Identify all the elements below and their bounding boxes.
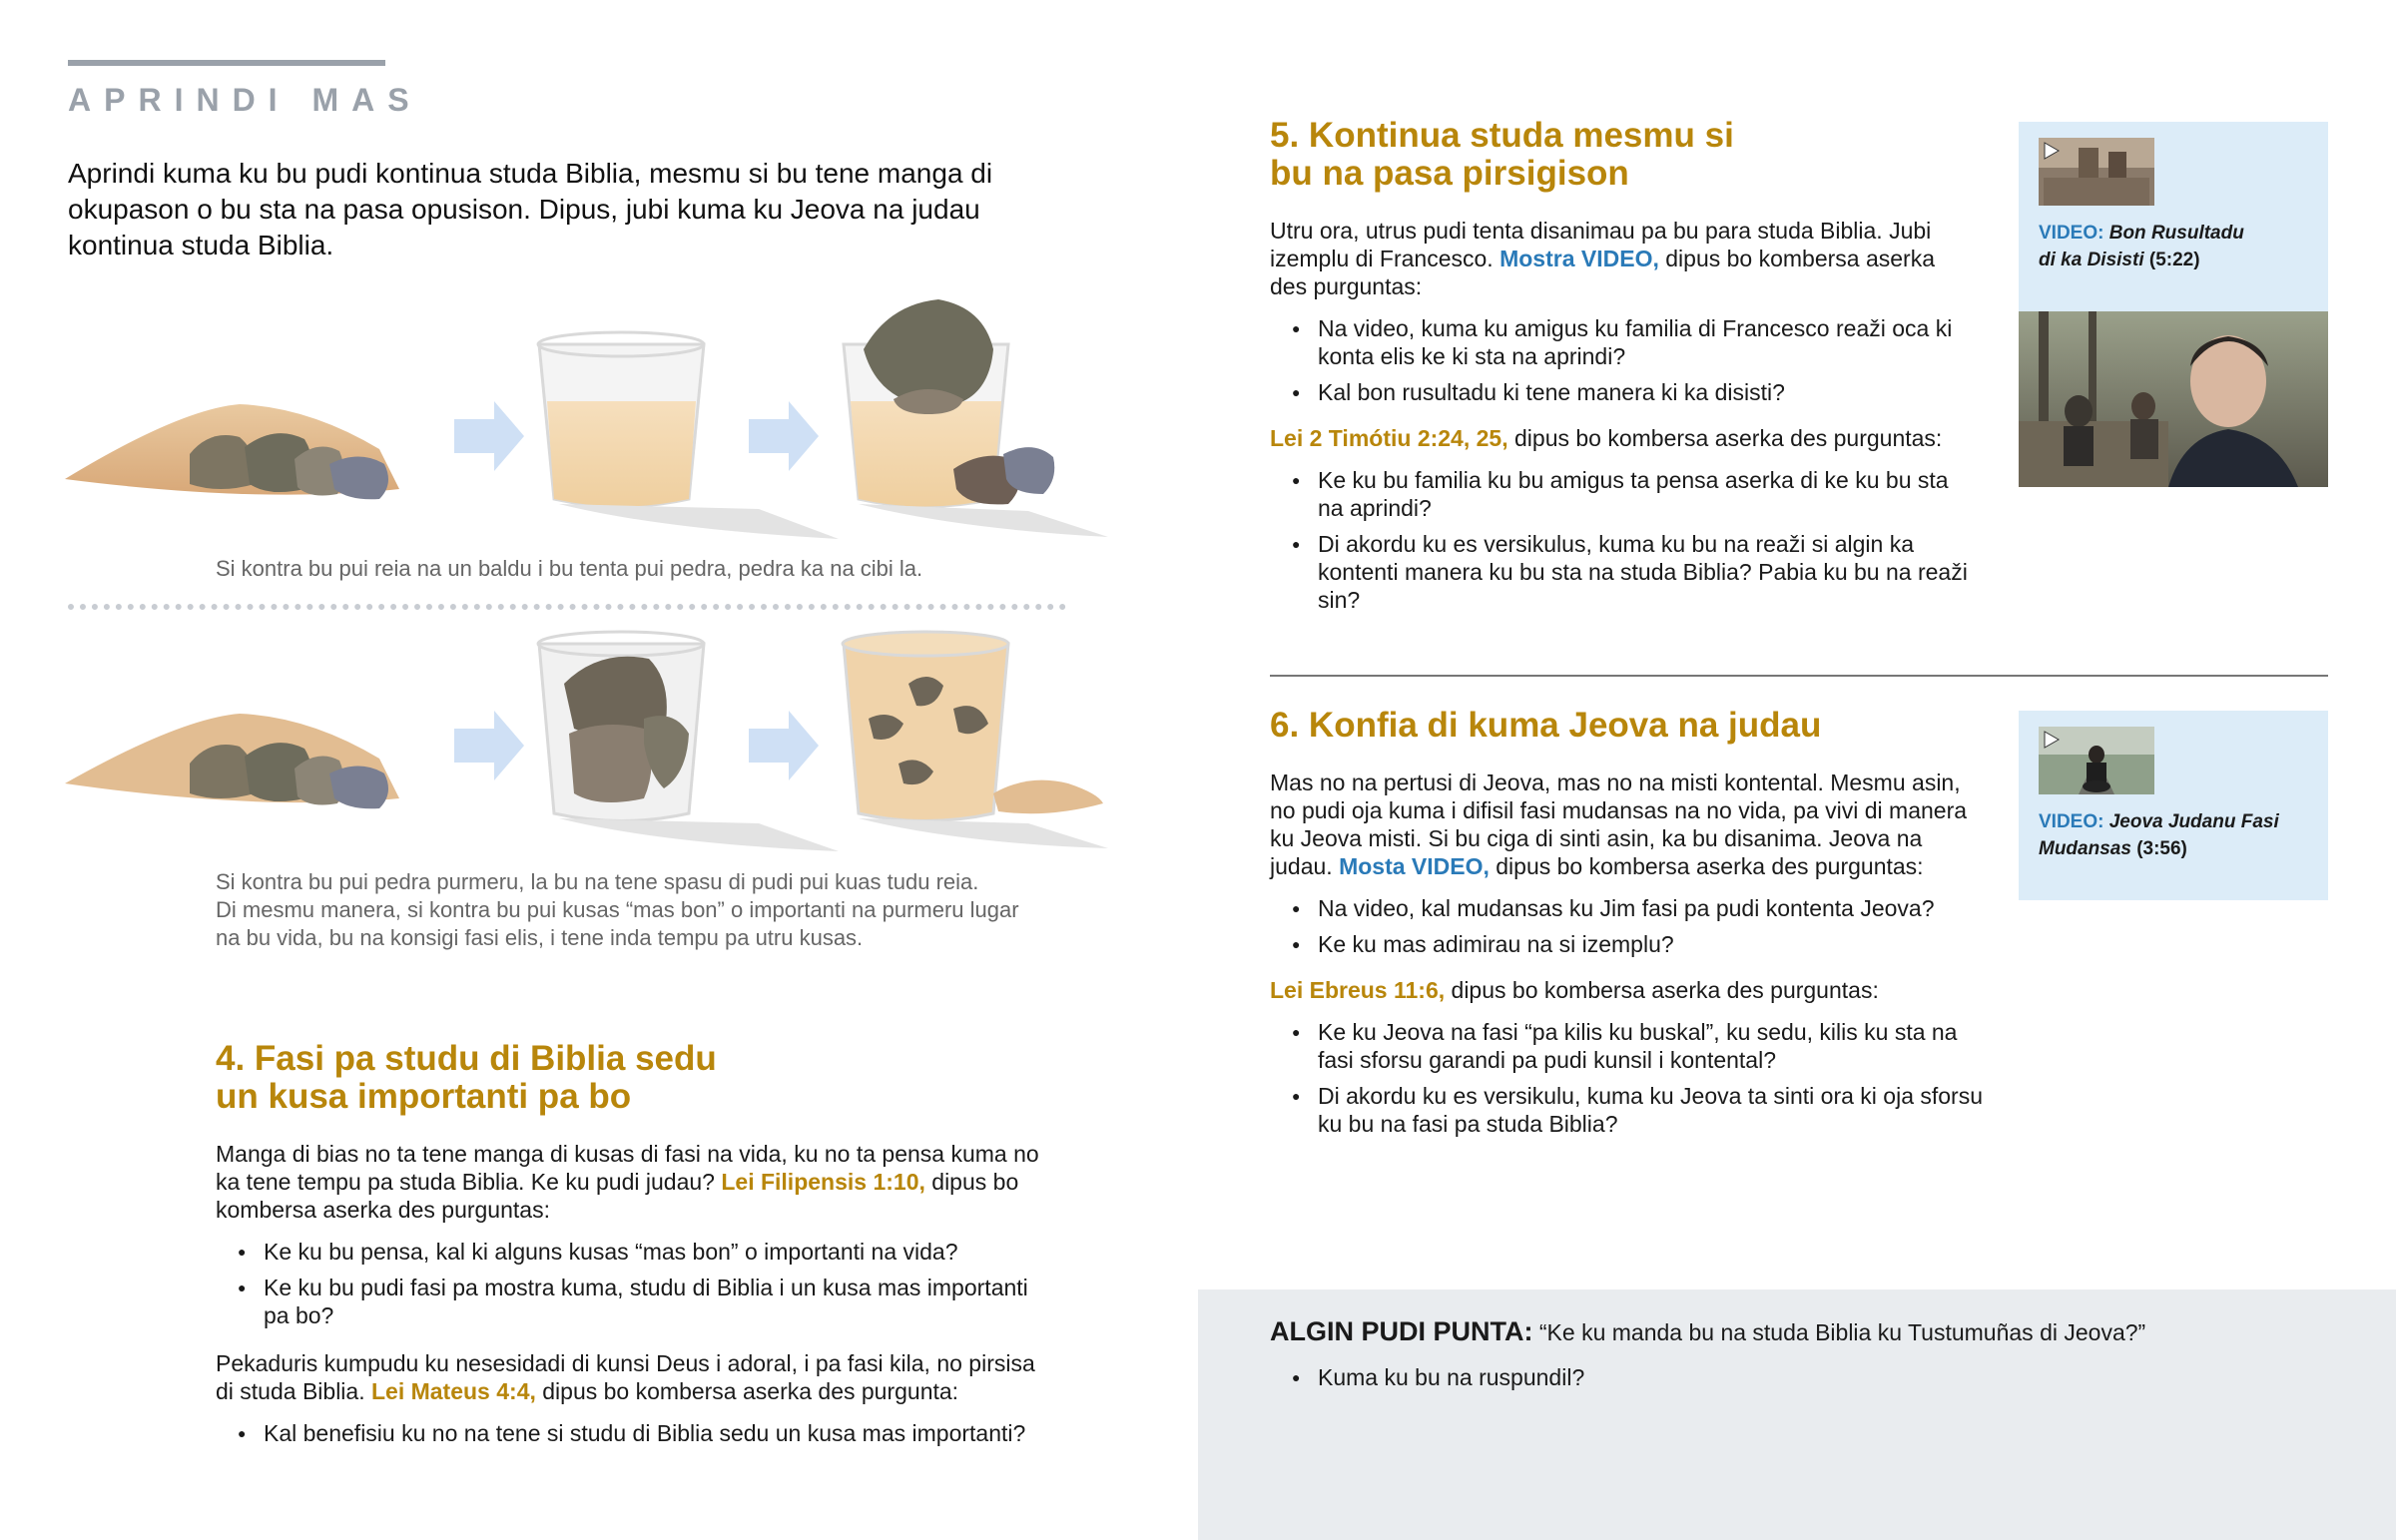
- question-item: ● Kuma ku bu na ruspundil?: [1270, 1363, 2268, 1391]
- illustration-rocks-first: [60, 624, 1108, 853]
- section-6-questions-2: [1270, 1018, 1989, 1138]
- video-prefix: VIDEO:: [2039, 811, 2104, 832]
- question-item: ● Kal benefisiu ku no na tene si studu di Biblia sedu un kusa mas importanti?: [216, 1419, 1054, 1447]
- play-icon[interactable]: [2043, 731, 2061, 749]
- cup-rocks-sand: [843, 632, 1108, 848]
- video-title: Mudansas: [2039, 838, 2131, 859]
- section-5-paragraph-1: [1270, 217, 1969, 300]
- text-run: dipus bo kombersa aserka des purguntas:: [216, 1169, 1019, 1223]
- section-4-questions-2: [216, 1419, 1054, 1447]
- text-run: dipus bo kombersa aserka des purgunta:: [542, 1378, 959, 1404]
- question-item: ● Di akordu ku es versikulu, kuma ku Jeova ta sinti ora ki oja sforsu ku bu na fasi pa studa Biblia?: [1270, 1082, 1989, 1138]
- caption-top: Si kontra bu pui reia na un baldu i bu tenta pui pedra, pedra ka na cibi la.: [216, 556, 923, 581]
- section-4-paragraph-1: [216, 1140, 1054, 1224]
- kicker-title: APRINDI MAS: [68, 82, 422, 118]
- section-6-paragraph-1: [1270, 769, 1989, 880]
- section-5-paragraph-2: [1270, 424, 1969, 452]
- cup-sand-rocks-overflow: [844, 299, 1108, 537]
- question-item: ● Ke ku Jeova na fasi “pa kilis ku buskal”, ku sedu, kilis ku sta na fasi sforsu garandi pa pudi kunsil i kontental?: [1270, 1018, 1989, 1074]
- caption-bottom-line: Di mesmu manera, si kontra bu pui kusas “mas bon” o importanti na purmeru lugar: [216, 897, 1019, 922]
- someone-may-ask-question: [1270, 1317, 2368, 1346]
- panel-question: “Ke ku manda bu na studa Biblia ku Tustumuñas di Jeova?”: [1538, 1319, 2146, 1345]
- section-5-title: [1270, 117, 1969, 193]
- dotted-divider: [68, 604, 1066, 610]
- section-5: [1270, 117, 1969, 622]
- arrow-right-icon: [454, 401, 524, 471]
- arrow-right-icon: [749, 711, 819, 780]
- question-item: ● Kal bon rusultadu ki tene manera ki ka disisti?: [1270, 378, 1969, 406]
- video-title: Bon Rusultadu: [2108, 223, 2244, 244]
- section-5-title-line: 5. Kontinua studa mesmu si: [1270, 116, 1734, 155]
- scripture-reference[interactable]: Lei 2 Timótiu 2:24, 25,: [1270, 425, 1508, 451]
- video-prefix: VIDEO:: [2039, 223, 2104, 244]
- play-icon[interactable]: [2043, 142, 2061, 160]
- section-4-title: [216, 1040, 1054, 1116]
- question-item: ● Na video, kal mudansas ku Jim fasi pa pudi kontenta Jeova?: [1270, 894, 1989, 922]
- section-5-questions-1: [1270, 314, 1969, 406]
- video-duration: (3:56): [2136, 838, 2187, 859]
- scripture-reference[interactable]: Lei Mateus 4:4,: [370, 1378, 536, 1404]
- video-duration: (5:22): [2148, 250, 2200, 270]
- panel-questions: [1270, 1363, 2268, 1399]
- section-4-questions-1: [216, 1238, 1054, 1329]
- question-item: ● Ke ku bu familia ku bu amigus ta pensa aserka di ke ku bu sta na aprindi?: [1270, 466, 1969, 522]
- video-label[interactable]: [2039, 808, 2318, 862]
- intro-paragraph: Aprindi kuma ku bu pudi kontinua studa Biblia, mesmu si bu tene manga di okupason o bu sta na pasa opusison. Dipus, jubi kuma ku Jeova na judau kontinua studa Biblia.: [68, 158, 993, 260]
- video-card-jeova-judanu[interactable]: [2019, 711, 2328, 900]
- video-title: Jeova Judanu Fasi: [2108, 811, 2279, 832]
- section-4: [216, 1040, 1054, 1455]
- video-title: di ka Disisti: [2039, 250, 2144, 270]
- section-5-questions-2: [1270, 466, 1969, 614]
- section-4-title-line: 4. Fasi pa studu di Biblia sedu: [216, 1039, 717, 1078]
- text-run: dipus bo kombersa aserka des purguntas:: [1496, 853, 1924, 879]
- arrow-right-icon: [454, 711, 524, 780]
- question-item: ● Ke ku bu pensa, kal ki alguns kusas “mas bon” o importanti na vida?: [216, 1238, 1054, 1266]
- caption-bottom: [216, 868, 1019, 952]
- caption-bottom-line: na bu vida, bu na konsigi fasi elis, i tene inda tempu pa utru kusas.: [216, 925, 864, 950]
- caption-bottom-line: Si kontra bu pui pedra purmeru, la bu na tene spasu di pudi pui kuas tudu reia.: [216, 869, 979, 894]
- text-run: dipus bo kombersa aserka des purguntas:: [1514, 425, 1943, 451]
- question-item: ● Na video, kuma ku amigus ku familia di Francesco reaži oca ki konta elis ke ki sta na aprindi?: [1270, 314, 1969, 370]
- text-run: Mas no na pertusi di Jeova, mas no na misti kontental. Mesmu asin, no pudi oja kuma i difisil fasi mudansas na no vida, pa vivi di manera ku Jeova misti. Si bu ciga di sinti asin, ka bu disanima. Jeova na judau.: [1270, 770, 1968, 879]
- section-5-title-line: bu na pasa pirsigison: [1270, 154, 1629, 193]
- question-item: ● Ke ku mas adimirau na si izemplu?: [1270, 930, 1989, 958]
- question-item: ● Ke ku bu pudi fasi pa mostra kuma, studu di Biblia i un kusa mas importanti pa bo?: [216, 1274, 1054, 1329]
- text-run: Pekaduris kumpudu ku nesesidadi di kunsi Deus i adoral, i pa fasi kila, no pirsisa di studa Biblia.: [216, 1350, 1035, 1404]
- section-4-paragraph-2: [216, 1349, 1054, 1405]
- section-6-questions-1: [1270, 894, 1989, 958]
- video-still-image: [2019, 311, 2328, 487]
- video-label[interactable]: [2039, 220, 2318, 273]
- section-4-title-line: un kusa importanti pa bo: [216, 1077, 632, 1116]
- kicker-bar: [68, 60, 385, 66]
- section-6: [1270, 707, 1989, 1146]
- section-6-title: 6. Konfia di kuma Jeova na judau: [1270, 706, 1822, 745]
- video-card-bon-rusultadu[interactable]: [2019, 122, 2328, 311]
- scripture-reference[interactable]: Lei Filipensis 1:10,: [721, 1169, 925, 1195]
- illustration-sand-first: [60, 289, 1108, 549]
- panel-label: ALGIN PUDI PUNTA:: [1270, 1316, 1533, 1346]
- text-run: Utru ora, utrus pudi tenta disanimau pa bu para studa Biblia. Jubi izemplu di Francesco.: [1270, 218, 1932, 271]
- show-video-link[interactable]: Mosta VIDEO,: [1339, 853, 1490, 879]
- text-run: Manga di bias no ta tene manga di kusas di fasi na vida, ku no ta pensa kuma no ka tene tempu pa studa Biblia. Ke ku pudi judau?: [216, 1141, 1039, 1195]
- show-video-link[interactable]: Mostra VIDEO,: [1499, 246, 1659, 271]
- text-run: dipus bo kombersa aserka des purguntas:: [1270, 246, 1936, 299]
- text-run: dipus bo kombersa aserka des purguntas:: [1451, 977, 1879, 1003]
- section-divider: [1270, 675, 2328, 677]
- scripture-reference[interactable]: Lei Ebreus 11:6,: [1270, 977, 1446, 1003]
- someone-may-ask-panel: [1198, 1289, 2396, 1540]
- question-item: ● Di akordu ku es versikulus, kuma ku bu na reaži si algin ka kontenti manera ku bu sta na studa Biblia? Pabia ku bu na reaži sin?: [1270, 530, 1969, 614]
- arrow-right-icon: [749, 401, 819, 471]
- section-6-paragraph-2: [1270, 976, 1989, 1004]
